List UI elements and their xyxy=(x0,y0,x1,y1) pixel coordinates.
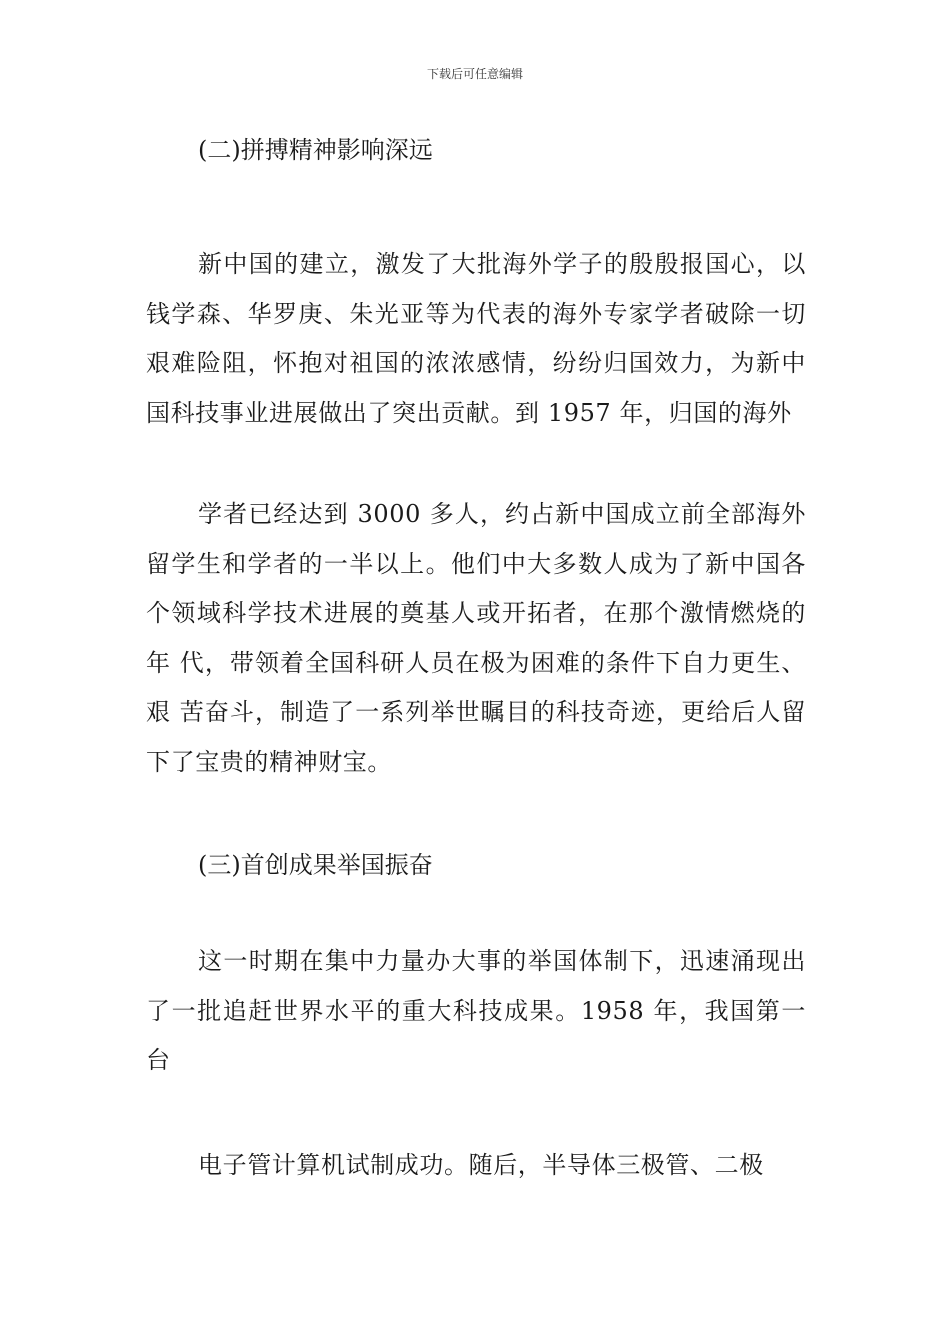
section-heading-3: (三)首创成果举国振奋 xyxy=(198,851,433,879)
document-body xyxy=(146,128,806,1190)
paragraph-1: 新中国的建立，激发了大批海外学子的殷殷报国心，以钱学森、华罗庚、朱光亚等为代表的海外专家学者破除一切艰难险阻，怀抱对祖国的浓浓感情，纷纷归国效力，为新中 国科技事业进展做出了突出贡献。到 1957 年，归国的海外 xyxy=(146,250,806,427)
paragraph-3: 这一时期在集中力量办大事的举国体制下，迅速涌现出了一批追赶世界水平的重大科技成果。1958 年，我国第一台 xyxy=(146,947,806,1074)
paragraph-4: 电子管计算机试制成功。随后，半导体三极管、二极 xyxy=(198,1150,764,1179)
header-note: 下载后可任意编辑 xyxy=(426,67,523,81)
section-heading-2: (二)拼搏精神影响深远 xyxy=(198,136,433,164)
paragraph-2: 学者已经达到 3000 多人，约占新中国成立前全部海外留学生和学者的一半以上。他们中大多数人成为了新中国各个领域科学技术进展的奠基人或开拓者，在那个激情燃烧的年 代，带领着全国科研人员在极为困难的条件下自力更生、艰 苦奋斗，制造了一系列举世瞩目的科技奇迹，更给后人留下了宝贵的精神财宝。 xyxy=(146,500,806,776)
